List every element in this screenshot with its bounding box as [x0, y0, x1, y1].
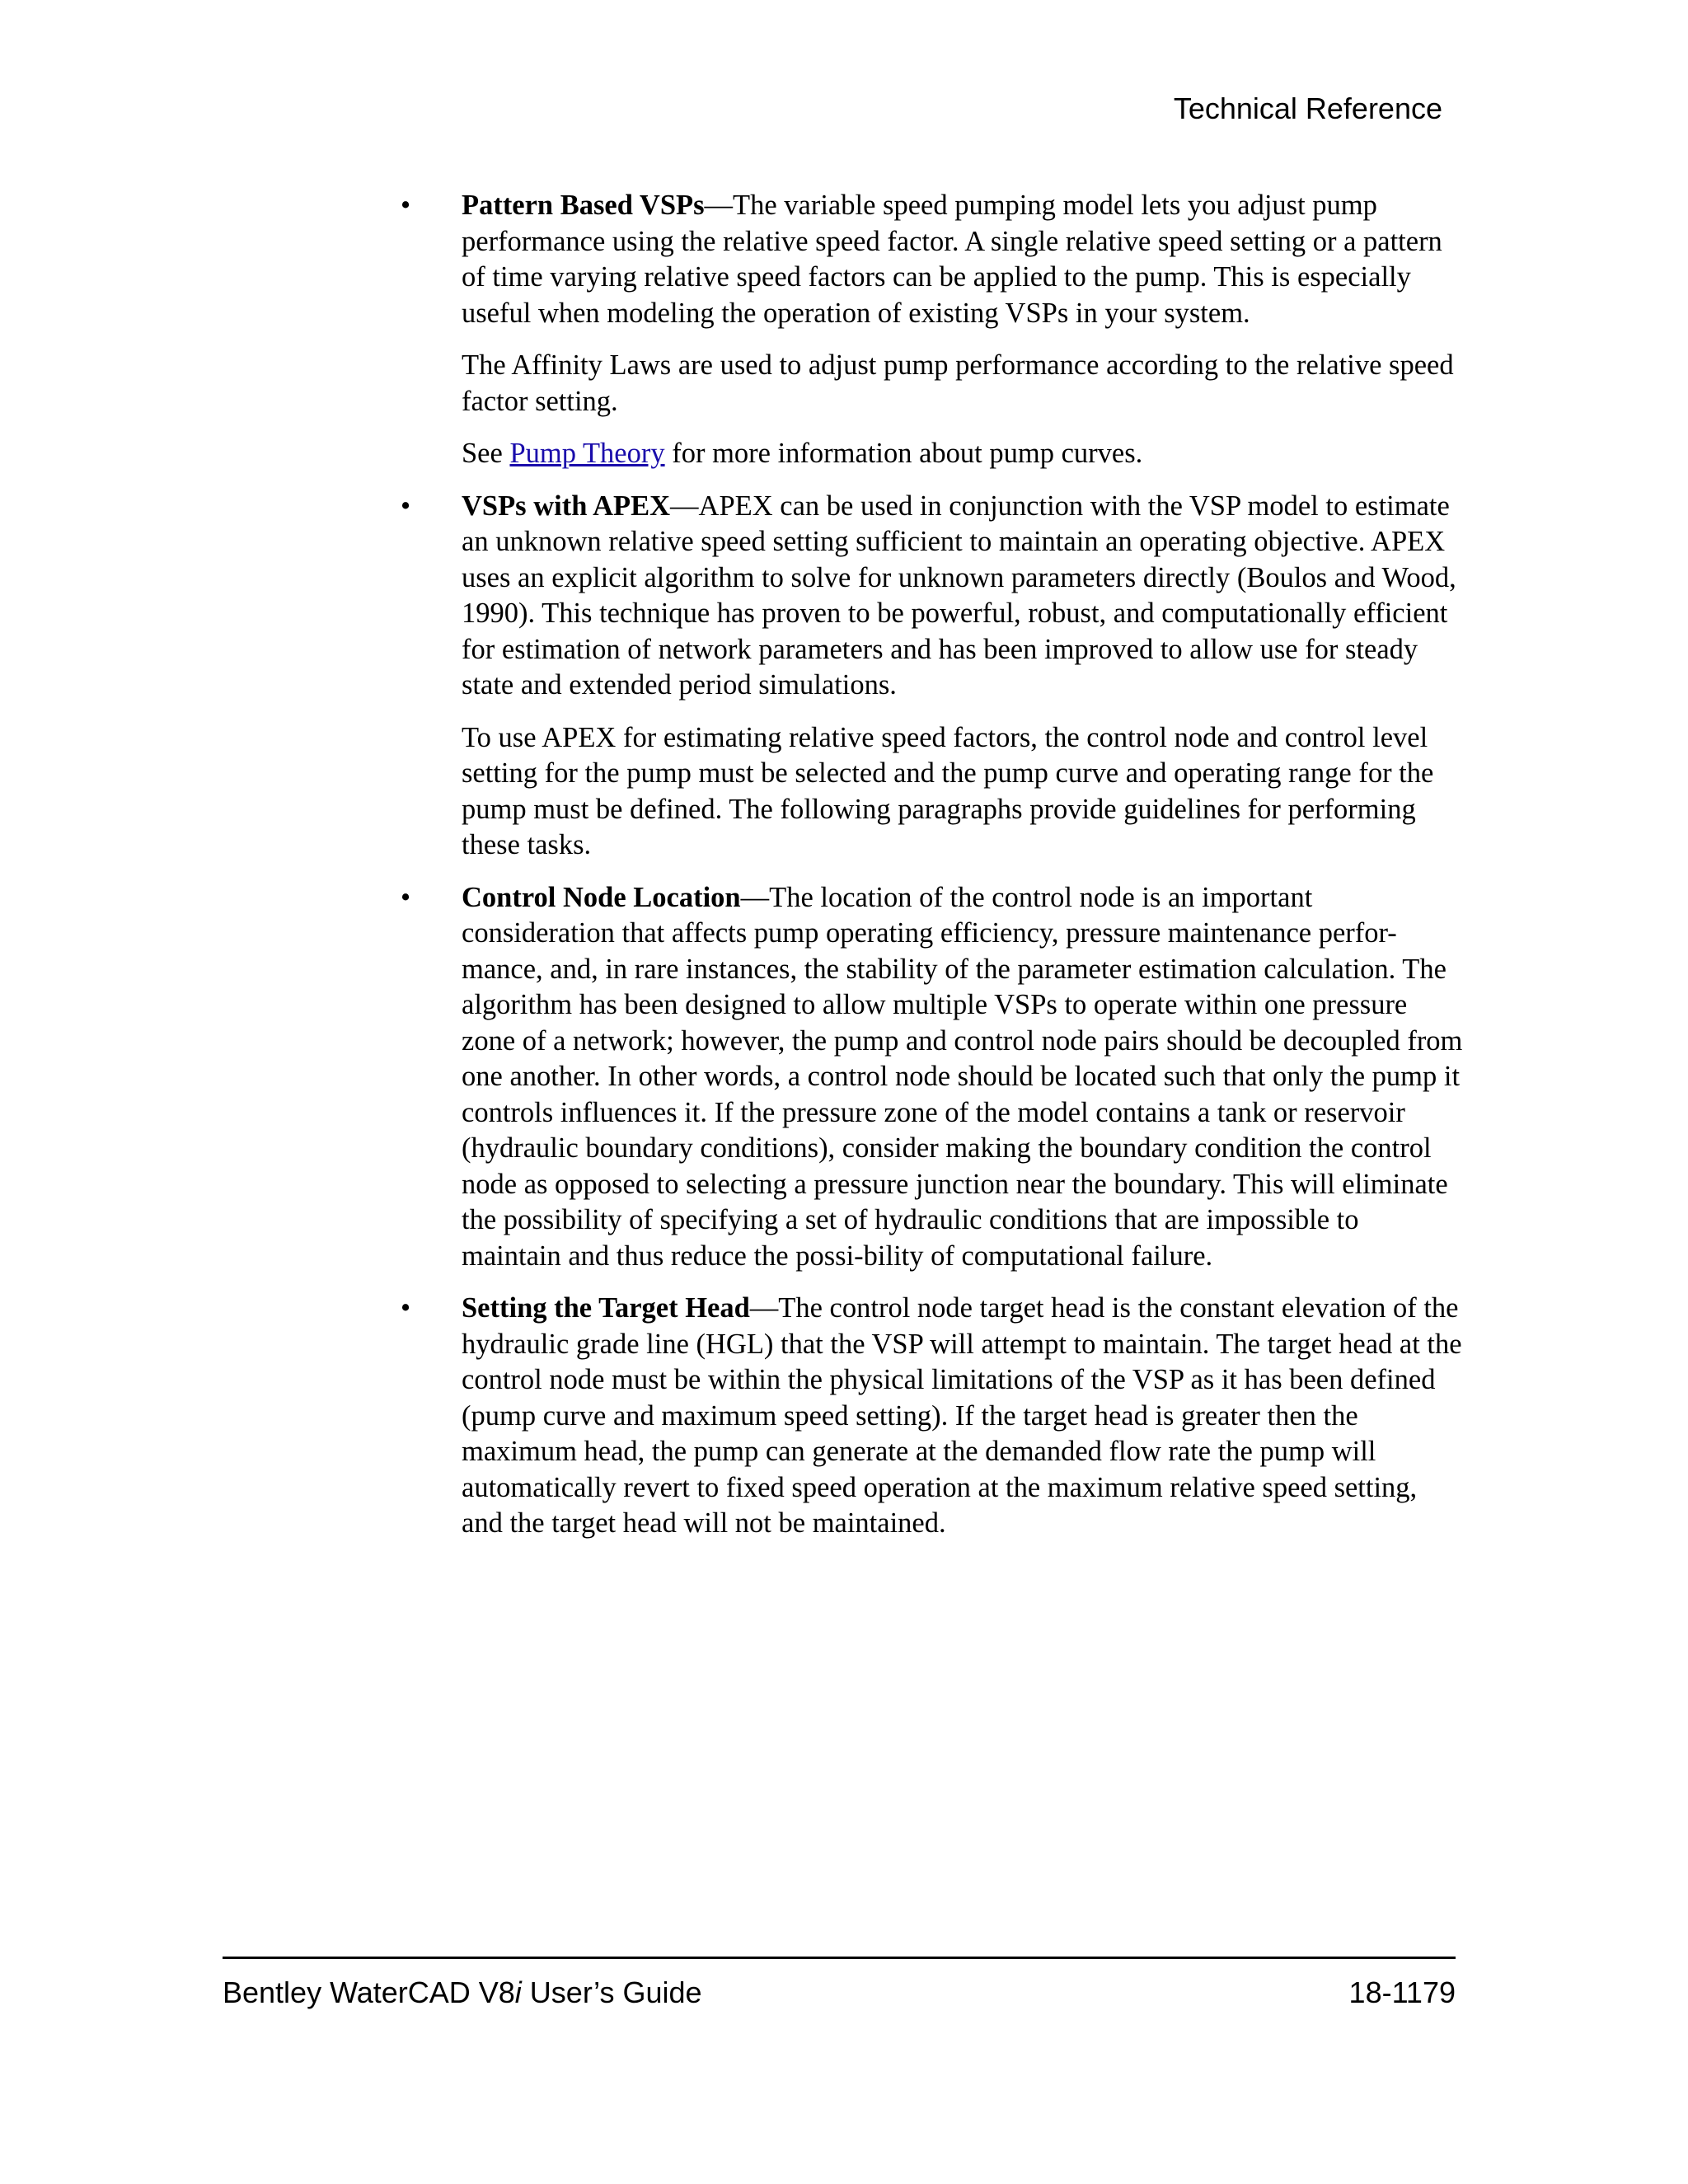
paragraph: To use APEX for estimating relative speed factors, the control node and control level setting for the pump must be selected and the pump curve and operating range for the pump must be defined. The following paragraphs provide guidelines for performing these tasks. — [462, 721, 1434, 860]
footer-title-italic: i — [514, 1975, 522, 2009]
paragraph-text: —The location of the control node is an important consideration that affects pump operating efficiency, pressure maintenance perfor-mance, and, in rare instances, the stability of the parameter estimation calculation. The algorithm has been designed to allow multiple VSPs to operate within one pressure zone of a network; however, the pump and control node pairs should be decoupled from one another. In other words, a control node should be located such that only the pump it controls influences it. If the pressure zone of the model contains a tank or reservoir (hydraulic boundary conditions), consider making the boundary condition the control node as opposed to selecting a pressure junction near the boundary. This will eliminate the possibility of specifying a set of hydraulic conditions that are impossible to maintain and thus reduce the possi-bility of computational failure. — [462, 881, 1463, 1272]
footer-title — [223, 1973, 702, 2013]
paragraph — [462, 1291, 1464, 1542]
list-item-vsps-with-apex — [401, 489, 1464, 864]
paragraph-text: See — [462, 438, 510, 469]
list-item-pattern-based-vsps — [401, 188, 1464, 472]
term-heading: VSPs with APEX — [462, 490, 671, 522]
term-heading: Setting the Target Head — [462, 1292, 750, 1324]
paragraph-text: —APEX can be used in conjunction with the VSP model to estimate an unknown relative speed setting sufficient to maintain an operating objective. APEX uses an explicit algorithm to solve for unknown parameters directly (Boulos and Wood, 1990). This technique has proven to be powerful, robust, and computationally efficient for estimation of network parameters and has been improved to allow use for steady state and extended period simulations. — [462, 490, 1456, 701]
paragraph — [462, 188, 1464, 331]
bullet-glyph: • — [401, 190, 411, 221]
paragraph-text: —The variable speed pumping model lets you adjust pump performance using the relative speed factor. A single relative speed setting or a pattern of time varying relative speed factors can be applied to the pump. This is especially useful when modeling the operation of existing VSPs in your system. — [462, 190, 1442, 329]
page-body — [401, 188, 1464, 1558]
page-number: 18-1179 — [1348, 1975, 1456, 2009]
list-item-setting-target-head — [401, 1291, 1464, 1542]
list-item-control-node-location — [401, 880, 1464, 1275]
bullet-glyph: • — [401, 1292, 411, 1324]
term-heading: Control Node Location — [462, 881, 741, 913]
term-heading: Pattern Based VSPs — [462, 190, 705, 221]
footer-divider — [223, 1957, 1456, 1959]
paragraph — [462, 436, 1464, 472]
pump-theory-link[interactable]: Pump Theory — [509, 438, 665, 469]
footer-title-text: User’s Guide — [521, 1975, 702, 2009]
paragraph — [462, 489, 1464, 704]
paragraph-text: —The control node target head is the constant elevation of the hydraulic grade line (HGL) that the VSP will attempt to maintain. The target head at the control node must be within the physical limitations of the VSP as it has been defined (pump curve and maximum speed setting). If the target head is greater then the maximum head, the pump can generate at the demanded flow rate the pump will automatically revert to fixed speed operation at the maximum relative speed setting, and the target head will not be maintained. — [462, 1292, 1462, 1539]
paragraph: The Affinity Laws are used to adjust pump performance according to the relative speed factor setting. — [462, 349, 1454, 417]
paragraph-text: for more information about pump curves. — [664, 438, 1143, 469]
running-header: Technical Reference — [1173, 91, 1442, 125]
bullet-glyph: • — [401, 490, 411, 522]
bullet-glyph: • — [401, 881, 411, 913]
paragraph — [462, 880, 1464, 1275]
footer-title-text: Bentley WaterCAD V8 — [223, 1975, 515, 2009]
